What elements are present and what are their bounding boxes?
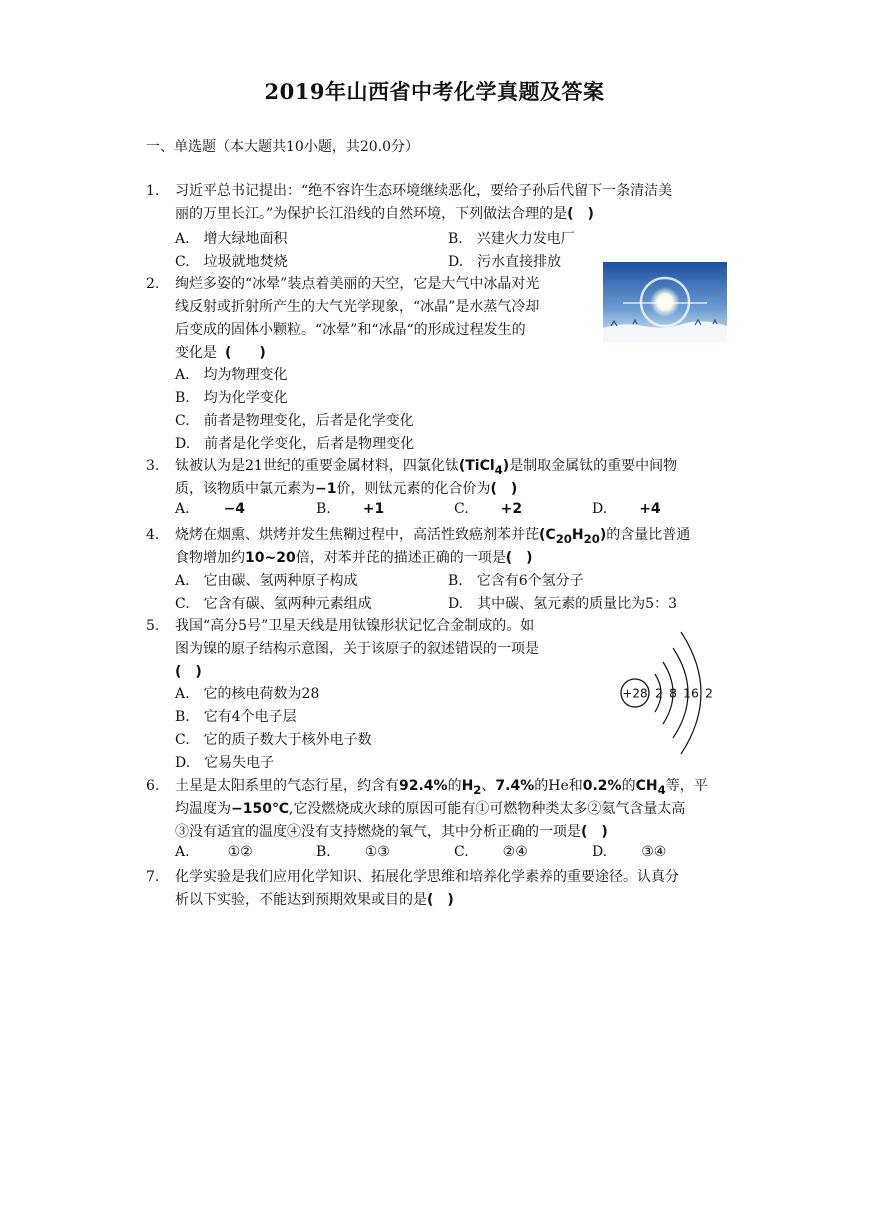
option-label: C. [454,501,469,517]
option-a: A. 增大绿地面积 [175,231,288,247]
option-a: A. 它由碳、氢两种原子构成 [175,573,358,589]
answer-bracket: ( ) [175,664,202,680]
question-text: 的 [621,778,636,794]
option-d: D. 它易失电子 [175,755,275,771]
formula-ch4 [635,778,666,797]
option-value: ②④ [502,844,528,860]
option-a [175,844,253,860]
option-label: A. [175,501,190,517]
nucleus-charge: +28 [622,686,648,701]
formula-subscript: 20 [555,531,572,546]
option-value: −4 [223,501,246,517]
question-text: 等，平 [665,778,708,794]
answer-bracket: ( ) [490,481,518,497]
question-text: 倍，对苯并芘的描述正确的一项是 [295,550,506,566]
question-text: 质，该物质中氯元素为 [175,481,315,497]
option-c: C. 它的质子数大于核外电子数 [175,732,372,748]
shell-electrons: 2 [705,685,713,701]
option-a: A. 它的核电荷数为28 [175,686,320,702]
range-value: 10~20 [245,550,296,566]
ice-halo-photo [603,262,727,342]
temperature-value: −150℃ [231,801,289,817]
option-b: B. 它有4个电子层 [175,709,297,725]
question-text: 价，则钛元素的化合价为 [336,481,491,497]
shell-electrons: 16 [683,685,699,701]
question-text: 烧烤在烟熏、烘烤并发生焦糊过程中，高活性致癌剂苯并芘 [175,527,539,543]
nickel-atom-diagram [617,626,725,762]
option-value: +1 [362,501,385,517]
formula-part: ) [599,527,607,543]
percent-value: 0.2% [582,778,622,794]
question-text: ,它没燃烧成火球的原因可能有①可燃物种类太多②氦气含量太高 [288,801,686,817]
question-text: 习近平总书记提出：“绝不容许生态环境继续恶化，要给子孙后代留下一条清洁美 [175,183,673,199]
percent-value: 7.4% [495,778,535,794]
option-value: ①③ [364,844,390,860]
formula-part: ) [502,458,510,474]
page-title: 2019年山西省中考化学真题及答案 [264,79,605,104]
option-label: B. [316,501,331,517]
option-value: ①② [227,844,253,860]
question-text: 线反射或折射所产生的大气光学现象，“冰晶”是水蒸气冷却 [175,299,540,315]
answer-bracket: ( ) [567,206,594,222]
question-text: 化学实验是我们应用化学知识、拓展化学思维和培养化学素养的重要途径。认真分 [175,869,679,885]
formula-part: (C [539,527,556,543]
question-text: 丽的万里长江。”为保护长江沿线的自然环境，下列做法合理的是 [175,206,568,222]
formula-part: H [571,527,584,543]
option-c: C. 前者是物理变化，后者是化学变化 [175,413,414,429]
option-value: +2 [500,501,523,517]
formula-ticl4 [458,458,510,477]
option-c: C. 垃圾就地焚烧 [175,254,288,270]
formula-part: H [461,778,474,794]
question-text: 均温度为 [175,801,231,817]
question-number: 1. [146,183,160,199]
formula-part: CH [635,778,658,794]
option-c [454,844,528,860]
answer-bracket: ( ) [427,892,454,908]
question-text: 的含量比普通 [606,527,691,543]
question-text: 变化是 [175,345,217,361]
option-label: A. [175,844,190,860]
answer-bracket: ( ) [581,824,608,840]
question-text: 我国“高分5号”卫星天线是用钛镍形状记忆合金制成的。如 [175,618,535,634]
question-text: 析以下实验，不能达到预期效果或目的是 [175,892,427,908]
option-value: ③④ [641,844,667,860]
option-d: D. 其中碳、氢元素的质量比为5：3 [448,596,677,612]
question-number: 2. [146,276,160,292]
question-number: 4. [146,527,160,543]
question-text: 后变成的固体小颗粒。“冰晕”和“冰晶“的形成过程发生的 [175,322,526,338]
question-text: ③没有适宜的温度④没有支持燃烧的氧气，其中分析正确的一项是 [175,824,581,840]
section-heading: 一、单选题（本大题共10小题，共20.0分） [146,139,419,155]
option-label: D. [592,501,608,517]
option-label: D. [592,844,608,860]
question-text: 是制取金属钛的重要中间物 [509,458,678,474]
question-number: 6. [146,778,160,794]
question-text: 钛被认为是21世纪的重要金属材料，四氯化钛 [175,458,459,474]
percent-value: 92.4% [399,778,448,794]
option-c: C. 它含有碳、氢两种元素组成 [175,596,372,612]
question-text: 、 [481,778,496,794]
option-b: B. 均为化学变化 [175,390,288,406]
shell-electrons: 2 [655,685,663,701]
option-d [592,501,661,517]
option-b: B. 它含有6个氢分子 [448,573,584,589]
option-a: A. 均为物理变化 [175,367,288,383]
option-b: B. 兴建火力发电厂 [448,231,575,247]
question-text: 食物增加约 [175,550,245,566]
option-b [316,501,384,517]
question-number: 7. [146,869,160,885]
question-text: 绚烂多姿的“冰晕”装点着美丽的天空，它是大气中冰晶对光 [175,276,540,292]
question-text: 土星是太阳系里的气态行星，约含有 [175,778,399,794]
answer-bracket: ( ) [505,550,533,566]
option-d: D. 污水直接排放 [448,254,562,270]
question-number: 3. [146,458,160,474]
question-text: 的He和 [534,778,583,794]
question-text: 图为镍的原子结构示意图，关于该原子的叙述错误的一项是 [175,641,539,657]
option-c [454,501,522,517]
question-text: 的 [447,778,462,794]
option-label: C. [454,844,469,860]
shell-electrons: 8 [669,685,677,701]
question-number: 5. [146,618,160,634]
option-d: D. 前者是化学变化，后者是物理变化 [175,436,415,452]
valence-value: −1 [315,481,337,497]
formula-h2 [461,778,482,797]
option-d [592,844,666,860]
formula-part: (TiCl [458,458,495,474]
answer-bracket: ( ) [225,345,266,361]
formula-c20h20 [539,527,607,546]
formula-subscript: 20 [583,531,600,546]
option-a [175,501,245,517]
option-b [316,844,390,860]
formula-subscript: 4 [494,462,503,477]
option-label: B. [316,844,331,860]
formula-subscript: 2 [473,782,482,797]
formula-subscript: 4 [657,782,666,797]
option-value: +4 [639,501,661,517]
